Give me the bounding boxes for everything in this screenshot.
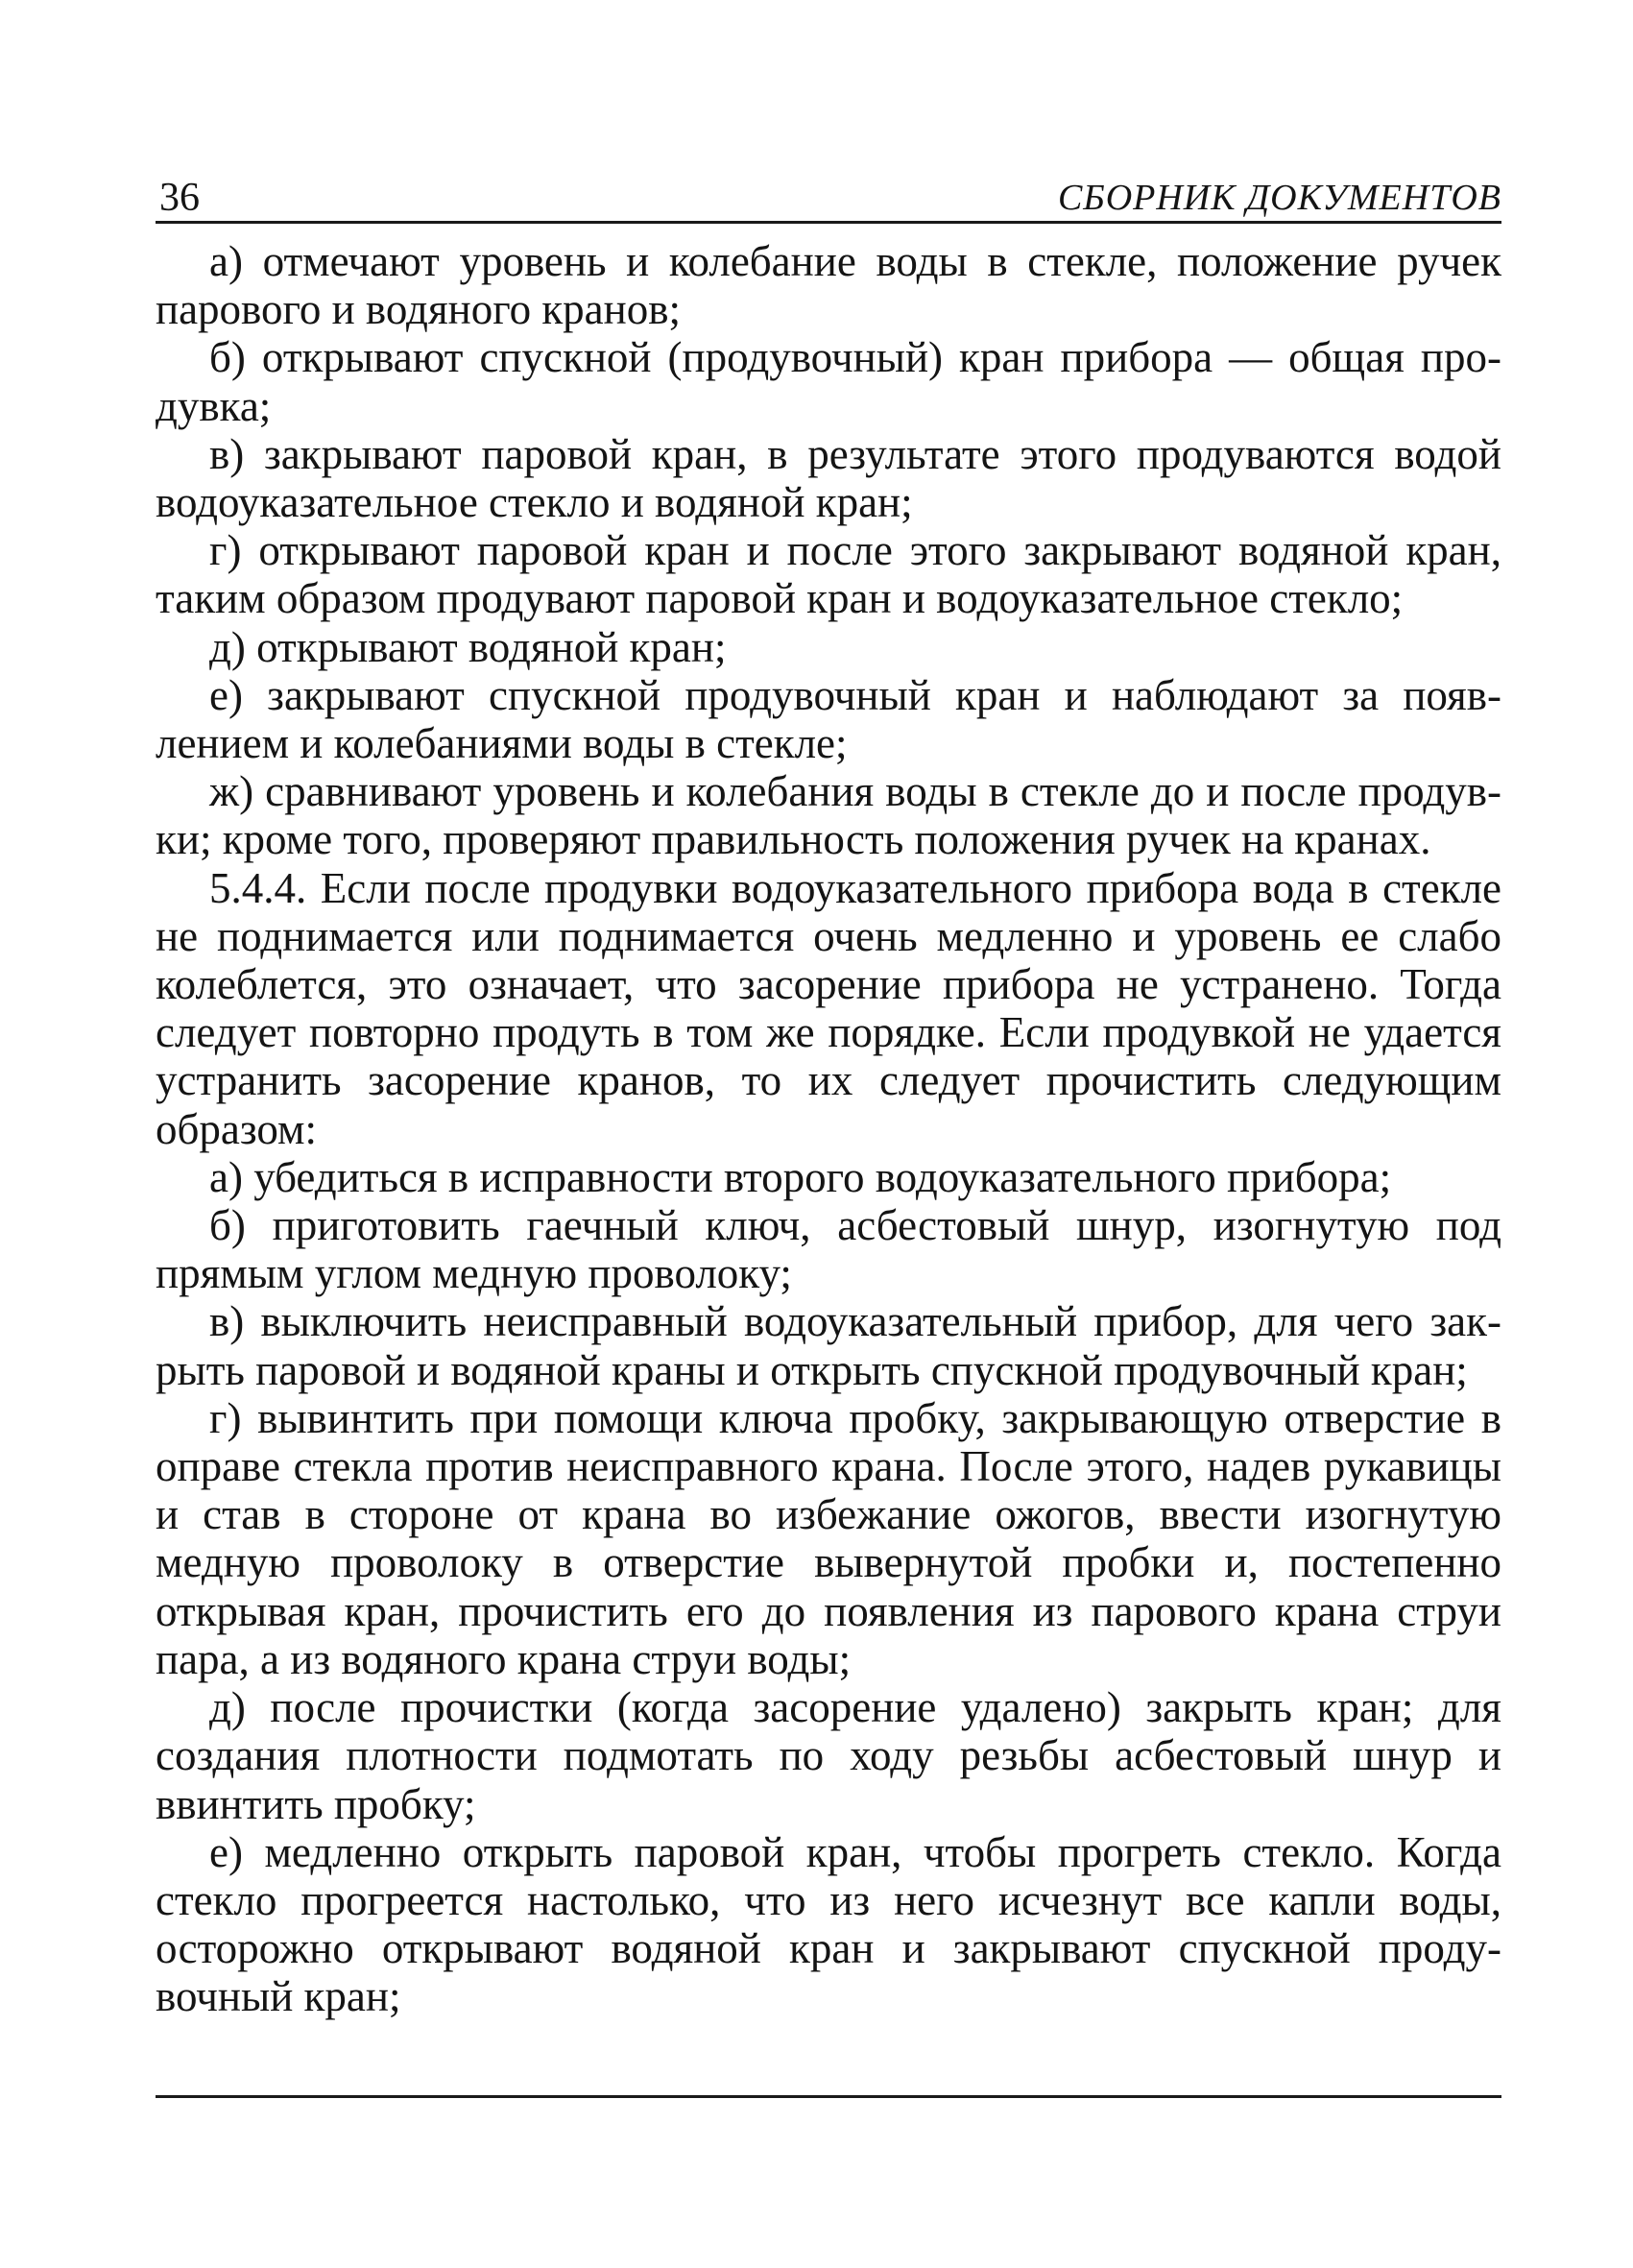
bottom-rule xyxy=(156,2095,1501,2098)
step-item-d: д) после прочистки (когда засорение удалено) закрыть кран; для создания плотности подмотать по ходу резьбы асбестовый шнур и ввинтить пробку; xyxy=(156,1683,1501,1828)
list-item-e: е) закрывают спускной продувочный кран и наблюдают за появлением и колебаниями воды в стекле; xyxy=(156,670,1501,768)
running-title: СБОРНИК ДОКУМЕНТОВ xyxy=(1057,178,1501,218)
list-item-g: г) открывают паровой кран и после этого закрывают водяной кран, таким образом продувают паровой кран и водоуказательное стекло; xyxy=(156,526,1501,623)
list-item-d: д) открывают водяной кран; xyxy=(209,622,727,671)
list-item-zh: ж) сравнивают уровень и колебания воды в стекле до и после продувки; кроме того, проверяют правильность положения ручек на кранах. xyxy=(156,767,1501,864)
step-item-b: б) приготовить гаечный ключ, асбестовый шнур, изогнутую под прямым углом медную проволоку; xyxy=(156,1201,1501,1298)
page-number: 36 xyxy=(159,176,200,220)
list-item-b: б) открывают спускной (продувочный) кран прибора — общая продувка; xyxy=(156,333,1501,430)
list-item-v: в) закрывают паровой кран, в результате этого продуваются водой водоуказательное стекло и водяной кран; xyxy=(156,429,1501,527)
body-text xyxy=(156,237,1501,2021)
running-head xyxy=(156,171,1501,224)
list-item-a: а) отмечают уровень и колебание воды в стекле, положение ручек парового и водяного кранов; xyxy=(156,237,1501,334)
step-item-a: а) убедиться в исправности второго водоуказательного прибора; xyxy=(209,1152,1392,1201)
step-item-g: г) вывинтить при помощи ключа пробку, закрывающую отверстие в оправе стекла против неисправного крана. После этого, надев рукавицы и став в стороне от крана во избежание ожогов, ввести изогнутую медную проволоку в отверстие вывернутой пробки и, постепенно открывая кран, прочистить его до появления из парового крана струи пара, а из водяного крана струи воды; xyxy=(156,1393,1501,1683)
step-item-v: в) выключить неисправный водоуказательный прибор, для чего закрыть паровой и водяной краны и открыть спускной продувочный кран; xyxy=(156,1297,1501,1394)
section-paragraph-5-4-4: 5.4.4. Если после продувки водоуказательного прибора вода в стекле не поднимается или поднимается очень медленно и уровень ее слабо колеблется, это означает, что засорение прибора не устранено. Тогда следует повторно продуть в том же порядке. Если продувкой не удается устранить засорение кранов, то их следует прочистить следующим образом: xyxy=(156,863,1501,1153)
step-item-e: е) медленно открыть паровой кран, чтобы прогреть стекло. Когда стекло прогреется настолько, что из него исчезнут все капли воды, осторожно открывают водяной кран и закрывают спускной продувочный кран; xyxy=(156,1827,1501,2021)
document-page xyxy=(156,171,1501,2120)
